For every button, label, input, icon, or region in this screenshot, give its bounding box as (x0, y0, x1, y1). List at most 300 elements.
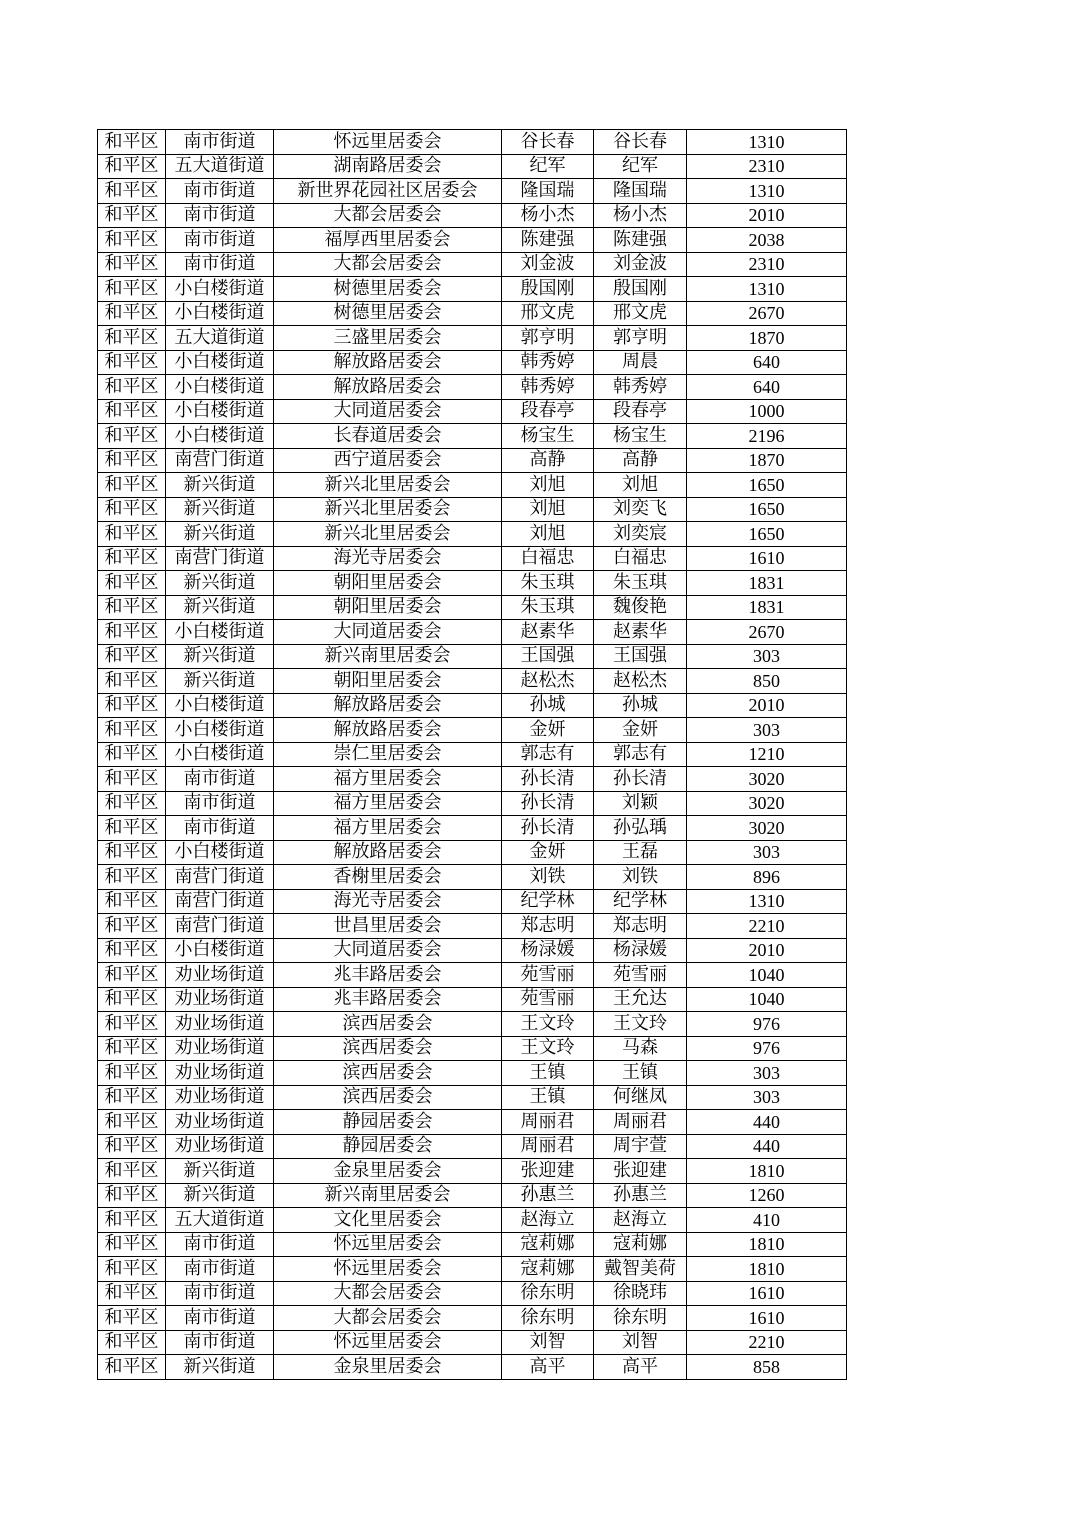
amount-cell[interactable]: 2670 (687, 301, 847, 326)
member-cell[interactable]: 何继凤 (594, 1085, 687, 1110)
street-cell[interactable]: 小白楼街道 (166, 375, 274, 400)
district-cell[interactable]: 和平区 (98, 963, 166, 988)
committee-cell[interactable]: 解放路居委会 (274, 840, 502, 865)
district-cell[interactable]: 和平区 (98, 644, 166, 669)
member-cell[interactable]: 高平 (594, 1355, 687, 1380)
amount-cell[interactable]: 1810 (687, 1159, 847, 1184)
amount-cell[interactable]: 440 (687, 1110, 847, 1135)
street-cell[interactable]: 南营门街道 (166, 448, 274, 473)
district-cell[interactable]: 和平区 (98, 473, 166, 498)
district-cell[interactable]: 和平区 (98, 228, 166, 253)
district-cell[interactable]: 和平区 (98, 301, 166, 326)
member-cell[interactable]: 王文玲 (594, 1012, 687, 1037)
committee-cell[interactable]: 静园居委会 (274, 1134, 502, 1159)
amount-cell[interactable]: 2038 (687, 228, 847, 253)
applicant-cell[interactable]: 王镇 (502, 1085, 594, 1110)
member-cell[interactable]: 王磊 (594, 840, 687, 865)
member-cell[interactable]: 殷国刚 (594, 277, 687, 302)
member-cell[interactable]: 纪军 (594, 154, 687, 179)
street-cell[interactable]: 南营门街道 (166, 865, 274, 890)
street-cell[interactable]: 新兴街道 (166, 571, 274, 596)
district-cell[interactable]: 和平区 (98, 522, 166, 547)
amount-cell[interactable]: 1310 (687, 179, 847, 204)
street-cell[interactable]: 新兴街道 (166, 1183, 274, 1208)
member-cell[interactable]: 周宇萱 (594, 1134, 687, 1159)
amount-cell[interactable]: 1210 (687, 742, 847, 767)
applicant-cell[interactable]: 郭亨明 (502, 326, 594, 351)
applicant-cell[interactable]: 周丽君 (502, 1110, 594, 1135)
member-cell[interactable]: 刘旭 (594, 473, 687, 498)
street-cell[interactable]: 小白楼街道 (166, 424, 274, 449)
amount-cell[interactable]: 1810 (687, 1257, 847, 1282)
applicant-cell[interactable]: 刘金波 (502, 252, 594, 277)
member-cell[interactable]: 苑雪丽 (594, 963, 687, 988)
committee-cell[interactable]: 大同道居委会 (274, 938, 502, 963)
applicant-cell[interactable]: 刘铁 (502, 865, 594, 890)
member-cell[interactable]: 韩秀婷 (594, 375, 687, 400)
street-cell[interactable]: 小白楼街道 (166, 620, 274, 645)
district-cell[interactable]: 和平区 (98, 840, 166, 865)
street-cell[interactable]: 南市街道 (166, 1232, 274, 1257)
applicant-cell[interactable]: 孙长清 (502, 816, 594, 841)
committee-cell[interactable]: 崇仁里居委会 (274, 742, 502, 767)
district-cell[interactable]: 和平区 (98, 1134, 166, 1159)
applicant-cell[interactable]: 寇莉娜 (502, 1257, 594, 1282)
member-cell[interactable]: 郑志明 (594, 914, 687, 939)
street-cell[interactable]: 小白楼街道 (166, 938, 274, 963)
street-cell[interactable]: 新兴街道 (166, 1159, 274, 1184)
amount-cell[interactable]: 2670 (687, 620, 847, 645)
committee-cell[interactable]: 怀远里居委会 (274, 1330, 502, 1355)
applicant-cell[interactable]: 殷国刚 (502, 277, 594, 302)
committee-cell[interactable]: 大都会居委会 (274, 203, 502, 228)
committee-cell[interactable]: 三盛里居委会 (274, 326, 502, 351)
committee-cell[interactable]: 解放路居委会 (274, 693, 502, 718)
amount-cell[interactable]: 303 (687, 1085, 847, 1110)
street-cell[interactable]: 劝业场街道 (166, 1012, 274, 1037)
district-cell[interactable]: 和平区 (98, 987, 166, 1012)
committee-cell[interactable]: 湖南路居委会 (274, 154, 502, 179)
street-cell[interactable]: 劝业场街道 (166, 1061, 274, 1086)
amount-cell[interactable]: 640 (687, 375, 847, 400)
street-cell[interactable]: 新兴街道 (166, 669, 274, 694)
amount-cell[interactable]: 1040 (687, 963, 847, 988)
applicant-cell[interactable]: 刘旭 (502, 522, 594, 547)
amount-cell[interactable]: 3020 (687, 791, 847, 816)
member-cell[interactable]: 张迎建 (594, 1159, 687, 1184)
amount-cell[interactable]: 1040 (687, 987, 847, 1012)
member-cell[interactable]: 孙长清 (594, 767, 687, 792)
district-cell[interactable]: 和平区 (98, 277, 166, 302)
amount-cell[interactable]: 1650 (687, 522, 847, 547)
committee-cell[interactable]: 文化里居委会 (274, 1208, 502, 1233)
district-cell[interactable]: 和平区 (98, 1085, 166, 1110)
street-cell[interactable]: 小白楼街道 (166, 718, 274, 743)
applicant-cell[interactable]: 徐东明 (502, 1306, 594, 1331)
district-cell[interactable]: 和平区 (98, 1208, 166, 1233)
committee-cell[interactable]: 新兴南里居委会 (274, 1183, 502, 1208)
applicant-cell[interactable]: 孙长清 (502, 791, 594, 816)
committee-cell[interactable]: 大同道居委会 (274, 399, 502, 424)
district-cell[interactable]: 和平区 (98, 669, 166, 694)
amount-cell[interactable]: 850 (687, 669, 847, 694)
member-cell[interactable]: 刘金波 (594, 252, 687, 277)
member-cell[interactable]: 赵素华 (594, 620, 687, 645)
committee-cell[interactable]: 树德里居委会 (274, 301, 502, 326)
applicant-cell[interactable]: 陈建强 (502, 228, 594, 253)
amount-cell[interactable]: 2210 (687, 914, 847, 939)
district-cell[interactable]: 和平区 (98, 816, 166, 841)
street-cell[interactable]: 南市街道 (166, 767, 274, 792)
amount-cell[interactable]: 976 (687, 1036, 847, 1061)
member-cell[interactable]: 马森 (594, 1036, 687, 1061)
applicant-cell[interactable]: 韩秀婷 (502, 350, 594, 375)
district-cell[interactable]: 和平区 (98, 154, 166, 179)
district-cell[interactable]: 和平区 (98, 399, 166, 424)
street-cell[interactable]: 南市街道 (166, 816, 274, 841)
applicant-cell[interactable]: 韩秀婷 (502, 375, 594, 400)
district-cell[interactable]: 和平区 (98, 1330, 166, 1355)
street-cell[interactable]: 劝业场街道 (166, 1036, 274, 1061)
committee-cell[interactable]: 滨西居委会 (274, 1012, 502, 1037)
street-cell[interactable]: 小白楼街道 (166, 277, 274, 302)
member-cell[interactable]: 徐东明 (594, 1306, 687, 1331)
committee-cell[interactable]: 兆丰路居委会 (274, 963, 502, 988)
committee-cell[interactable]: 滨西居委会 (274, 1085, 502, 1110)
applicant-cell[interactable]: 王国强 (502, 644, 594, 669)
amount-cell[interactable]: 2210 (687, 1330, 847, 1355)
member-cell[interactable]: 周晨 (594, 350, 687, 375)
committee-cell[interactable]: 解放路居委会 (274, 718, 502, 743)
member-cell[interactable]: 孙惠兰 (594, 1183, 687, 1208)
committee-cell[interactable]: 解放路居委会 (274, 375, 502, 400)
amount-cell[interactable]: 303 (687, 840, 847, 865)
amount-cell[interactable]: 858 (687, 1355, 847, 1380)
amount-cell[interactable]: 410 (687, 1208, 847, 1233)
street-cell[interactable]: 南市街道 (166, 203, 274, 228)
amount-cell[interactable]: 1310 (687, 889, 847, 914)
member-cell[interactable]: 孙弘瑀 (594, 816, 687, 841)
applicant-cell[interactable]: 金妍 (502, 840, 594, 865)
committee-cell[interactable]: 大都会居委会 (274, 1281, 502, 1306)
amount-cell[interactable]: 640 (687, 350, 847, 375)
street-cell[interactable]: 南市街道 (166, 1281, 274, 1306)
amount-cell[interactable]: 1870 (687, 448, 847, 473)
amount-cell[interactable]: 1610 (687, 546, 847, 571)
member-cell[interactable]: 刘颖 (594, 791, 687, 816)
member-cell[interactable]: 孙城 (594, 693, 687, 718)
district-cell[interactable]: 和平区 (98, 424, 166, 449)
member-cell[interactable]: 赵松杰 (594, 669, 687, 694)
member-cell[interactable]: 王允达 (594, 987, 687, 1012)
member-cell[interactable]: 郭志有 (594, 742, 687, 767)
street-cell[interactable]: 劝业场街道 (166, 1110, 274, 1135)
amount-cell[interactable]: 2010 (687, 693, 847, 718)
amount-cell[interactable]: 976 (687, 1012, 847, 1037)
district-cell[interactable]: 和平区 (98, 350, 166, 375)
applicant-cell[interactable]: 寇莉娜 (502, 1232, 594, 1257)
district-cell[interactable]: 和平区 (98, 448, 166, 473)
amount-cell[interactable]: 1870 (687, 326, 847, 351)
committee-cell[interactable]: 滨西居委会 (274, 1036, 502, 1061)
amount-cell[interactable]: 1650 (687, 473, 847, 498)
member-cell[interactable]: 杨小杰 (594, 203, 687, 228)
district-cell[interactable]: 和平区 (98, 1012, 166, 1037)
applicant-cell[interactable]: 邢文虎 (502, 301, 594, 326)
committee-cell[interactable]: 新兴北里居委会 (274, 473, 502, 498)
amount-cell[interactable]: 1650 (687, 497, 847, 522)
member-cell[interactable]: 刘奕宸 (594, 522, 687, 547)
amount-cell[interactable]: 1000 (687, 399, 847, 424)
committee-cell[interactable]: 怀远里居委会 (274, 1232, 502, 1257)
member-cell[interactable]: 赵海立 (594, 1208, 687, 1233)
applicant-cell[interactable]: 王文玲 (502, 1036, 594, 1061)
street-cell[interactable]: 小白楼街道 (166, 399, 274, 424)
district-cell[interactable]: 和平区 (98, 130, 166, 155)
district-cell[interactable]: 和平区 (98, 1355, 166, 1380)
district-cell[interactable]: 和平区 (98, 1110, 166, 1135)
committee-cell[interactable]: 香榭里居委会 (274, 865, 502, 890)
member-cell[interactable]: 魏俊艳 (594, 595, 687, 620)
street-cell[interactable]: 小白楼街道 (166, 742, 274, 767)
applicant-cell[interactable]: 孙城 (502, 693, 594, 718)
amount-cell[interactable]: 440 (687, 1134, 847, 1159)
amount-cell[interactable]: 2310 (687, 252, 847, 277)
applicant-cell[interactable]: 刘旭 (502, 497, 594, 522)
street-cell[interactable]: 新兴街道 (166, 473, 274, 498)
committee-cell[interactable]: 福方里居委会 (274, 767, 502, 792)
applicant-cell[interactable]: 朱玉琪 (502, 571, 594, 596)
district-cell[interactable]: 和平区 (98, 1183, 166, 1208)
committee-cell[interactable]: 兆丰路居委会 (274, 987, 502, 1012)
street-cell[interactable]: 劝业场街道 (166, 963, 274, 988)
committee-cell[interactable]: 滨西居委会 (274, 1061, 502, 1086)
committee-cell[interactable]: 新兴北里居委会 (274, 522, 502, 547)
committee-cell[interactable]: 福方里居委会 (274, 816, 502, 841)
applicant-cell[interactable]: 杨渌媛 (502, 938, 594, 963)
member-cell[interactable]: 王国强 (594, 644, 687, 669)
applicant-cell[interactable]: 张迎建 (502, 1159, 594, 1184)
district-cell[interactable]: 和平区 (98, 1061, 166, 1086)
amount-cell[interactable]: 1610 (687, 1281, 847, 1306)
member-cell[interactable]: 寇莉娜 (594, 1232, 687, 1257)
amount-cell[interactable]: 1610 (687, 1306, 847, 1331)
committee-cell[interactable]: 金泉里居委会 (274, 1355, 502, 1380)
member-cell[interactable]: 陈建强 (594, 228, 687, 253)
amount-cell[interactable]: 2310 (687, 154, 847, 179)
amount-cell[interactable]: 2196 (687, 424, 847, 449)
district-cell[interactable]: 和平区 (98, 1257, 166, 1282)
street-cell[interactable]: 南市街道 (166, 252, 274, 277)
amount-cell[interactable]: 3020 (687, 767, 847, 792)
amount-cell[interactable]: 1810 (687, 1232, 847, 1257)
amount-cell[interactable]: 303 (687, 1061, 847, 1086)
street-cell[interactable]: 南市街道 (166, 791, 274, 816)
district-cell[interactable]: 和平区 (98, 326, 166, 351)
applicant-cell[interactable]: 纪军 (502, 154, 594, 179)
applicant-cell[interactable]: 高静 (502, 448, 594, 473)
applicant-cell[interactable]: 赵松杰 (502, 669, 594, 694)
street-cell[interactable]: 劝业场街道 (166, 1085, 274, 1110)
committee-cell[interactable]: 西宁道居委会 (274, 448, 502, 473)
street-cell[interactable]: 新兴街道 (166, 522, 274, 547)
street-cell[interactable]: 南市街道 (166, 1330, 274, 1355)
street-cell[interactable]: 南市街道 (166, 130, 274, 155)
street-cell[interactable]: 南市街道 (166, 1306, 274, 1331)
committee-cell[interactable]: 长春道居委会 (274, 424, 502, 449)
district-cell[interactable]: 和平区 (98, 767, 166, 792)
district-cell[interactable]: 和平区 (98, 595, 166, 620)
amount-cell[interactable]: 1831 (687, 571, 847, 596)
applicant-cell[interactable]: 朱玉琪 (502, 595, 594, 620)
district-cell[interactable]: 和平区 (98, 571, 166, 596)
committee-cell[interactable]: 海光寺居委会 (274, 546, 502, 571)
district-cell[interactable]: 和平区 (98, 865, 166, 890)
member-cell[interactable]: 杨宝生 (594, 424, 687, 449)
street-cell[interactable]: 新兴街道 (166, 644, 274, 669)
district-cell[interactable]: 和平区 (98, 1306, 166, 1331)
applicant-cell[interactable]: 王文玲 (502, 1012, 594, 1037)
applicant-cell[interactable]: 高平 (502, 1355, 594, 1380)
district-cell[interactable]: 和平区 (98, 375, 166, 400)
district-cell[interactable]: 和平区 (98, 1281, 166, 1306)
committee-cell[interactable]: 世昌里居委会 (274, 914, 502, 939)
applicant-cell[interactable]: 赵海立 (502, 1208, 594, 1233)
district-cell[interactable]: 和平区 (98, 791, 166, 816)
district-cell[interactable]: 和平区 (98, 252, 166, 277)
applicant-cell[interactable]: 周丽君 (502, 1134, 594, 1159)
street-cell[interactable]: 南营门街道 (166, 889, 274, 914)
committee-cell[interactable]: 新兴北里居委会 (274, 497, 502, 522)
committee-cell[interactable]: 大同道居委会 (274, 620, 502, 645)
applicant-cell[interactable]: 徐东明 (502, 1281, 594, 1306)
member-cell[interactable]: 高静 (594, 448, 687, 473)
applicant-cell[interactable]: 杨宝生 (502, 424, 594, 449)
applicant-cell[interactable]: 白福忠 (502, 546, 594, 571)
applicant-cell[interactable]: 谷长春 (502, 130, 594, 155)
committee-cell[interactable]: 静园居委会 (274, 1110, 502, 1135)
member-cell[interactable]: 杨渌媛 (594, 938, 687, 963)
committee-cell[interactable]: 树德里居委会 (274, 277, 502, 302)
district-cell[interactable]: 和平区 (98, 179, 166, 204)
committee-cell[interactable]: 朝阳里居委会 (274, 595, 502, 620)
member-cell[interactable]: 金妍 (594, 718, 687, 743)
street-cell[interactable]: 五大道街道 (166, 1208, 274, 1233)
street-cell[interactable]: 小白楼街道 (166, 840, 274, 865)
committee-cell[interactable]: 金泉里居委会 (274, 1159, 502, 1184)
street-cell[interactable]: 南营门街道 (166, 914, 274, 939)
applicant-cell[interactable]: 王镇 (502, 1061, 594, 1086)
applicant-cell[interactable]: 苑雪丽 (502, 963, 594, 988)
amount-cell[interactable]: 303 (687, 644, 847, 669)
member-cell[interactable]: 刘智 (594, 1330, 687, 1355)
member-cell[interactable]: 徐晓玮 (594, 1281, 687, 1306)
street-cell[interactable]: 小白楼街道 (166, 693, 274, 718)
member-cell[interactable]: 刘奕飞 (594, 497, 687, 522)
district-cell[interactable]: 和平区 (98, 889, 166, 914)
member-cell[interactable]: 王镇 (594, 1061, 687, 1086)
member-cell[interactable]: 纪学林 (594, 889, 687, 914)
member-cell[interactable]: 刘铁 (594, 865, 687, 890)
committee-cell[interactable]: 大都会居委会 (274, 252, 502, 277)
applicant-cell[interactable]: 段春亭 (502, 399, 594, 424)
street-cell[interactable]: 小白楼街道 (166, 301, 274, 326)
applicant-cell[interactable]: 杨小杰 (502, 203, 594, 228)
street-cell[interactable]: 劝业场街道 (166, 987, 274, 1012)
street-cell[interactable]: 小白楼街道 (166, 350, 274, 375)
committee-cell[interactable]: 怀远里居委会 (274, 130, 502, 155)
amount-cell[interactable]: 1260 (687, 1183, 847, 1208)
district-cell[interactable]: 和平区 (98, 497, 166, 522)
amount-cell[interactable]: 1310 (687, 277, 847, 302)
committee-cell[interactable]: 海光寺居委会 (274, 889, 502, 914)
district-cell[interactable]: 和平区 (98, 203, 166, 228)
applicant-cell[interactable]: 隆国瑞 (502, 179, 594, 204)
amount-cell[interactable]: 1310 (687, 130, 847, 155)
applicant-cell[interactable]: 孙惠兰 (502, 1183, 594, 1208)
street-cell[interactable]: 新兴街道 (166, 1355, 274, 1380)
member-cell[interactable]: 周丽君 (594, 1110, 687, 1135)
district-cell[interactable]: 和平区 (98, 546, 166, 571)
committee-cell[interactable]: 朝阳里居委会 (274, 571, 502, 596)
district-cell[interactable]: 和平区 (98, 1036, 166, 1061)
committee-cell[interactable]: 大都会居委会 (274, 1306, 502, 1331)
district-cell[interactable]: 和平区 (98, 1232, 166, 1257)
member-cell[interactable]: 谷长春 (594, 130, 687, 155)
applicant-cell[interactable]: 金妍 (502, 718, 594, 743)
committee-cell[interactable]: 朝阳里居委会 (274, 669, 502, 694)
street-cell[interactable]: 新兴街道 (166, 497, 274, 522)
applicant-cell[interactable]: 刘旭 (502, 473, 594, 498)
amount-cell[interactable]: 896 (687, 865, 847, 890)
amount-cell[interactable]: 2010 (687, 203, 847, 228)
amount-cell[interactable]: 303 (687, 718, 847, 743)
district-cell[interactable]: 和平区 (98, 693, 166, 718)
district-cell[interactable]: 和平区 (98, 742, 166, 767)
street-cell[interactable]: 五大道街道 (166, 154, 274, 179)
applicant-cell[interactable]: 郭志有 (502, 742, 594, 767)
member-cell[interactable]: 戴智美荷 (594, 1257, 687, 1282)
street-cell[interactable]: 新兴街道 (166, 595, 274, 620)
committee-cell[interactable]: 新兴南里居委会 (274, 644, 502, 669)
district-cell[interactable]: 和平区 (98, 914, 166, 939)
street-cell[interactable]: 南市街道 (166, 179, 274, 204)
committee-cell[interactable]: 新世界花园社区居委会 (274, 179, 502, 204)
street-cell[interactable]: 南市街道 (166, 228, 274, 253)
applicant-cell[interactable]: 郑志明 (502, 914, 594, 939)
committee-cell[interactable]: 怀远里居委会 (274, 1257, 502, 1282)
district-cell[interactable]: 和平区 (98, 938, 166, 963)
street-cell[interactable]: 五大道街道 (166, 326, 274, 351)
street-cell[interactable]: 南市街道 (166, 1257, 274, 1282)
member-cell[interactable]: 朱玉琪 (594, 571, 687, 596)
amount-cell[interactable]: 1831 (687, 595, 847, 620)
amount-cell[interactable]: 2010 (687, 938, 847, 963)
member-cell[interactable]: 郭亨明 (594, 326, 687, 351)
member-cell[interactable]: 邢文虎 (594, 301, 687, 326)
street-cell[interactable]: 南营门街道 (166, 546, 274, 571)
applicant-cell[interactable]: 纪学林 (502, 889, 594, 914)
committee-cell[interactable]: 福厚西里居委会 (274, 228, 502, 253)
member-cell[interactable]: 白福忠 (594, 546, 687, 571)
applicant-cell[interactable]: 刘智 (502, 1330, 594, 1355)
committee-cell[interactable]: 福方里居委会 (274, 791, 502, 816)
committee-cell[interactable]: 解放路居委会 (274, 350, 502, 375)
district-cell[interactable]: 和平区 (98, 1159, 166, 1184)
applicant-cell[interactable]: 孙长清 (502, 767, 594, 792)
district-cell[interactable]: 和平区 (98, 620, 166, 645)
applicant-cell[interactable]: 赵素华 (502, 620, 594, 645)
